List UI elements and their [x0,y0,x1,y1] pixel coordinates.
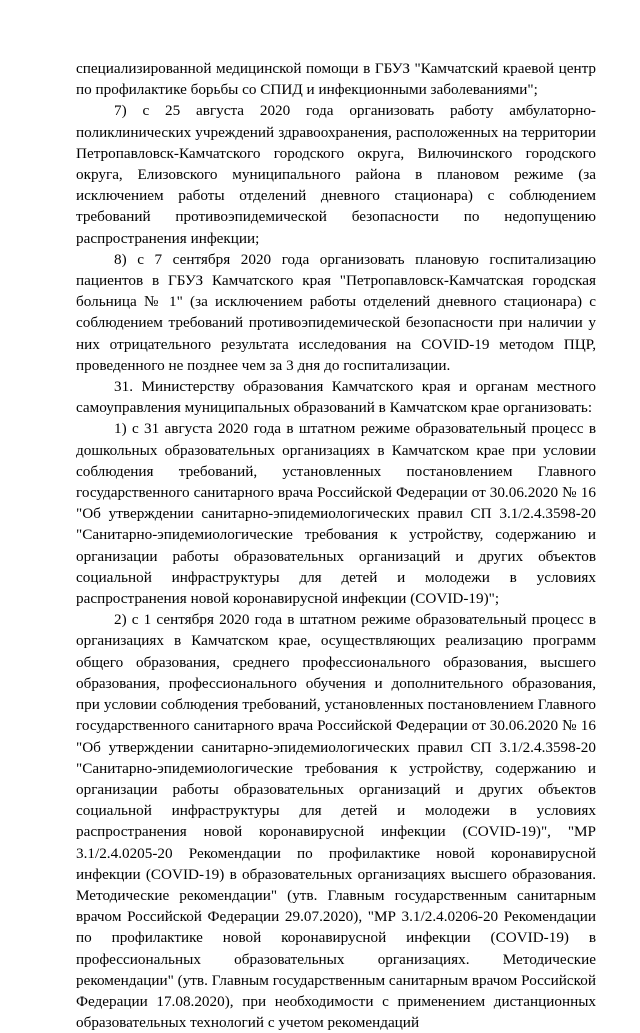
paragraph-subitem-1: 1) с 31 августа 2020 года в штатном режиме образовательный процесс в дошкольных образовательных организациях в Камчатском крае при условии соблюдения требований, установленных постановлением Главного государственного санитарного врача Российской Федерации от 30.06.2020 № 16 "Об утверждении санитарно-эпидемиологических правил СП 3.1/2.4.3598-20 "Санитарно-эпидемиологические требования к устройству, содержанию и организации работы образовательных организаций и других объектов социальной инфраструктуры для детей и молодежи в условиях распространения новой коронавирусной инфекции (COVID-19)"; [76,420,596,608]
paragraph-subitem-2: 2) с 1 сентября 2020 года в штатном режиме образовательный процесс в организациях в Камчатском крае, осуществляющих реализацию программ общего образования, среднего профессионального образования, высшего образования, профессионального обучения и дополнительного образования, при условии соблюдения требований, установленных постановлением Главного государственного санитарного врача Российской Федерации от 30.06.2020 № 16 "Об утверждении санитарно-эпидемиологических правил СП 3.1/2.4.3598-20 "Санитарно-эпидемиологические требования к устройству, содержанию и организации работы образовательных организаций и других объектов социальной инфраструктуры для детей и молодежи в условиях распространения новой коронавирусной инфекции (COVID-19)", "МР 3.1/2.4.0205-20 Рекомендации по профилактике новой коронавирусной инфекции (COVID-19) в образовательных организациях высшего образования. Методические рекомендации" (утв. Главным государственным санитарным врачом Российской Федерации 29.07.2020), "МР 3.1/2.4.0206-20 Рекомендации по профилактике новой коронавирусной инфекции (COVID-19) в профессиональных образовательных организациях. Методические рекомендации" (утв. Главным государственным санитарным врачом Российской Федерации 17.08.2020), при необходимости с применением дистанционных образовательных технологий с учетом рекомендаций [76,611,596,1032]
paragraph-continuation: специализированной медицинской помощи в ГБУЗ "Камчатский краевой центр по профилактике борьбы со СПИД и инфекционными заболеваниями"; [76,60,596,99]
document-page [76,58,596,1033]
paragraph-item-7: 7) с 25 августа 2020 года организовать работу амбулаторно-поликлинических учреждений здравоохранения, расположенных на территории Петропавловск-Камчатского городского округа, Вилючинского городского округа, Елизовского муниципального района в плановом режиме (за исключением работы отделений дневного стационара) с соблюдением требований противоэпидемической безопасности по недопущению распространения инфекции; [76,102,596,247]
paragraph-item-8: 8) с 7 сентября 2020 года организовать плановую госпитализацию пациентов в ГБУЗ Камчатского края "Петропавловск-Камчатская городская больница № 1" (за исключением работы отделений дневного стационара) с соблюдением требований противоэпидемической безопасности при наличии у них отрицательного результата исследования на COVID-19 методом ПЦР, проведенного не позднее чем за 3 дня до госпитализации. [76,250,596,374]
paragraph-section-31: 31. Министерству образования Камчатского края и органам местного самоуправления муниципальных образований в Камчатском крае организовать: [76,378,596,417]
